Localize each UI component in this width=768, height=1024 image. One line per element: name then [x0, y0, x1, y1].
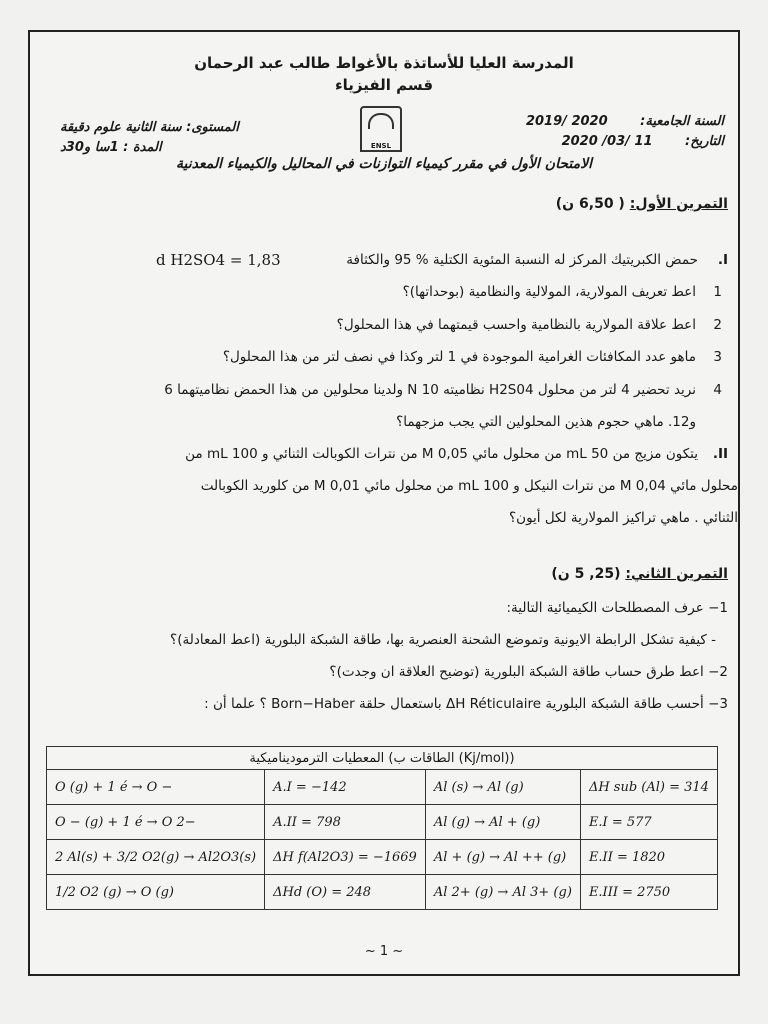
question-4-cont: و12. ماهي حجوم هذين المحلولين التي يجب مزجهما؟ — [396, 414, 696, 430]
department-name: قسم الفيزياء — [334, 76, 434, 94]
level: المستوى: سنة الثانية علوم دقيقة — [60, 120, 239, 135]
logo-text: ENSL — [370, 142, 392, 150]
ex2-question-3: 3− أحسب طاقة الشبكة البلورية ΔH Réticulaire باستعمال حلقة Born−Haber ؟ علما أن : — [204, 696, 728, 712]
school-name: المدرسة العليا للأساتذة بالأغواط طالب عبد الرحمان — [194, 54, 574, 72]
table-row: O (g) + 1 é → O − A.I = −142 Al (s) → Al (g) ΔH sub (Al) = 314 — [47, 770, 718, 805]
ex2-question-1-sub: - كيفية تشكل الرابطة الايونية وتموضع الشحنة العنصرية بها، طاقة الشبكة البلورية (اعط المعادلة)؟ — [170, 632, 716, 648]
thermodynamic-data-table — [46, 746, 718, 910]
ex2-question-1: 1− عرف المصطلحات الكيميائية التالية: — [506, 600, 728, 616]
exercise-1-heading: التمرين الأول: ( 6,50 ن) — [555, 196, 728, 212]
ex2-question-2: 2− اعط طرق حساب طاقة الشبكة البلورية (توضيح العلاقة ان وجدت)؟ — [329, 664, 728, 680]
academic-year: السنة الجامعية: 2020 /2019 — [525, 114, 724, 129]
part-II-line3: الثنائي . ماهي تراكيز المولارية لكل أيون؟ — [508, 510, 738, 526]
exam-page: المدرسة العليا للأساتذة بالأغواط طالب عبد الرحمان قسم الفيزياء ENSL السنة الجامعية: 2020 /2019 التاريخ: 11 /03/ 2020 المستوى: سنة الثانية علوم دقيقة المدة : 1سا و30د الامتحان الأول في مقرر كيمياء التوازنات في المحاليل والكيمياء المعدنية التمرين الأول: ( 6,50 ن) I. حمض الكبريتيك المركز له النسبة المئوية الكتلية % 95 والكثافة d H2SO4 = 1,83 1 اعط تعريف المولارية، المولالية والنظامية (بوحداتها)؟ 2 اعط علاقة المولارية بالنظامية واحسب قيمتهما في هذا المحلول؟ 3 ماهو عدد المكافئات الغرامية الموجودة في 1 لتر وكذا في نصف لتر من هذا المحلول؟ 4 نريد تحضير 4 لتر من محلول H2S04 نظاميته 10 N ولدينا محلولين من هذا الحمض نظاميتهما 6 و12. ماهي حجوم هذين المحلولين التي يجب مزجهما؟ II. يتكون مزيج من 50 mL من محلول مائي 0,05 M من نترات الكوبالت الثنائي و 100 mL من محلول مائي 0,04 M من نترات النيكل و 100 mL من محلول مائي 0,01 M من كلوريد الكوبالت الثنائي . ماهي تراكيز المولارية لكل أيون؟ التمرين الثاني: (25, 5 ن) 1− عرف المصطلحات الكيميائية التالية: - كيفية تشكل الرابطة الايونية وتموضع الشحنة العنصرية بها، طاقة الشبكة البلورية (اعط المعادلة)؟ 2− اعط طرق حساب طاقة الشبكة البلورية (توضيح العلاقة ان وجدت)؟ 3− أحسب طاقة الشبكة البلورية ΔH Réticulaire باستعمال حلقة Born−Haber ؟ علما أن : المعطيات الترموديناميكية (الطاقات ب (Kj/mol)) O (g) + 1 é → O − A.I = −142 Al (s) → Al (g) ΔH sub (Al) = 314 O − (g) + 1 é → O 2− A.II = 798 Al (g) → Al + (g) E.I = 577 2 Al(s) + 3/2 O2(g) → Al2O3(s) ΔH f(Al2O3) = −1669 Al + (g) → Al ++ (g) E.II = 1820 1/2 O2 (g) → O (g) ΔHd (O) = 248 Al 2+ (g) → Al 3+ (g) E.III = 2750 ~ 1 ~ — [28, 30, 740, 976]
table-row: 2 Al(s) + 3/2 O2(g) → Al2O3(s) ΔH f(Al2O3) = −1669 Al + (g) → Al ++ (g) E.II = 1820 — [47, 840, 718, 875]
density-formula: d H2SO4 = 1,83 — [156, 251, 281, 269]
duration: المدة : 1سا و30د — [60, 140, 162, 155]
page-number: ~ 1 ~ — [364, 944, 404, 959]
table-row: O − (g) + 1 é → O 2− A.II = 798 Al (g) → Al + (g) E.I = 577 — [47, 805, 718, 840]
exercise-2-heading: التمرين الثاني: (25, 5 ن) — [551, 566, 728, 582]
exam-date: التاريخ: 11 /03/ 2020 — [561, 134, 724, 149]
table-row: 1/2 O2 (g) → O (g) ΔHd (O) = 248 Al 2+ (g) → Al 3+ (g) E.III = 2750 — [47, 875, 718, 910]
exam-title: الامتحان الأول في مقرر كيمياء التوازنات في المحاليل والكيمياء المعدنية — [176, 156, 592, 172]
table-header: المعطيات الترموديناميكية (الطاقات ب (Kj/mol)) — [47, 747, 718, 770]
school-logo-icon — [360, 106, 402, 152]
part-II-line2: محلول مائي 0,04 M من نترات النيكل و 100 mL من محلول مائي 0,01 M من كلوريد الكوبالت — [200, 478, 738, 494]
